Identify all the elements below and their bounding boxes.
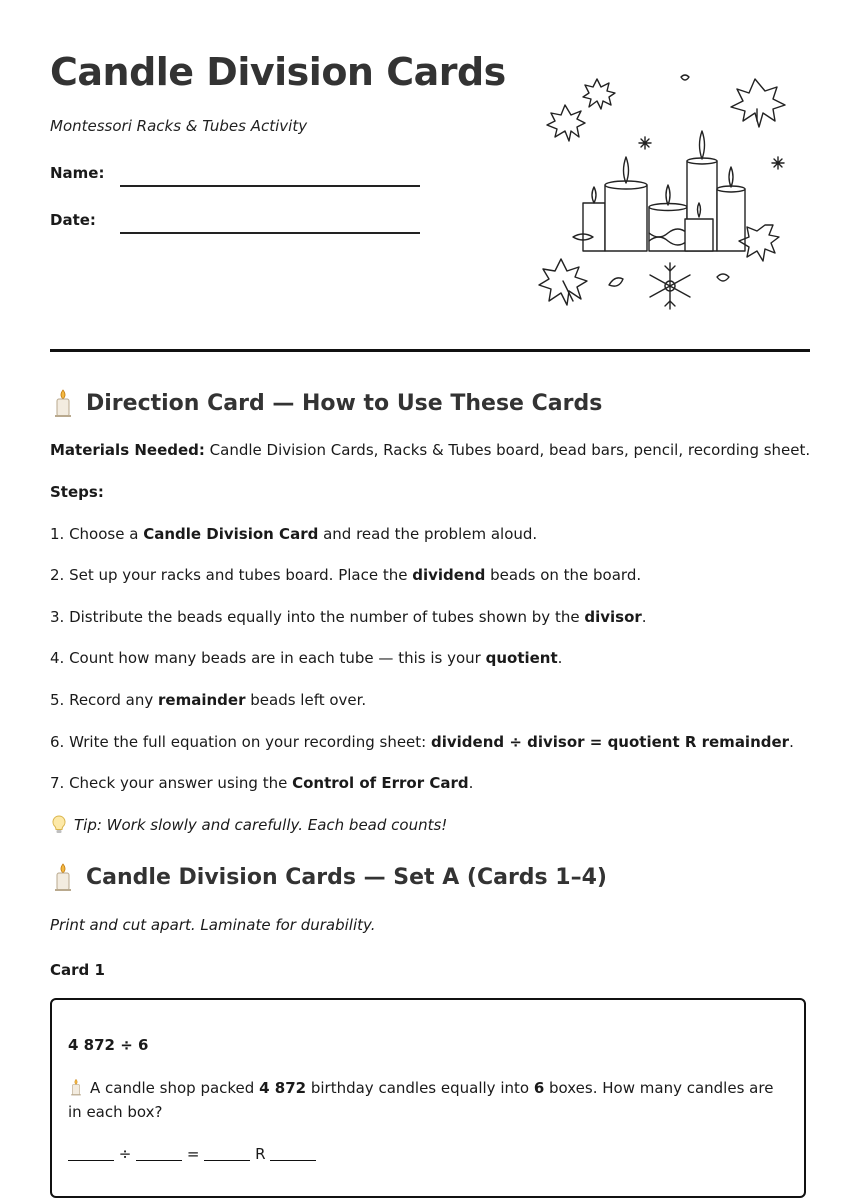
steps-label xyxy=(50,481,104,503)
lightbulb-icon xyxy=(50,815,68,835)
steps-label-text: Steps: xyxy=(50,483,104,501)
step-bold: dividend xyxy=(412,566,486,584)
card-equation: 4 872 ÷ 6 xyxy=(68,1036,149,1054)
materials-label: Materials Needed: xyxy=(50,441,205,459)
maple-leaf xyxy=(547,105,585,141)
step-item xyxy=(50,731,794,753)
problem-text: birthday candles equally into xyxy=(306,1079,534,1097)
tip-text: Tip: Work slowly and carefully. Each bead counts! xyxy=(74,816,448,834)
header-divider xyxy=(50,349,810,352)
candle-group xyxy=(583,131,745,251)
name-field[interactable] xyxy=(50,164,430,194)
page-title: Candle Division Cards xyxy=(50,50,506,94)
snowflake xyxy=(639,137,651,149)
step-text: . xyxy=(641,608,647,626)
date-label: Date: xyxy=(50,211,96,229)
card-label xyxy=(50,959,105,981)
step-text: and read the problem aloud. xyxy=(318,525,538,543)
step-text: beads left over. xyxy=(245,691,367,709)
step-text: 1. Choose a xyxy=(50,525,144,543)
step-bold: remainder xyxy=(158,691,246,709)
candle-icon xyxy=(50,862,76,892)
step-text: 5. Record any xyxy=(50,691,159,709)
step-item xyxy=(50,523,537,545)
problem-text: A candle shop packed xyxy=(90,1079,260,1097)
remainder-sign: R xyxy=(255,1145,266,1163)
problem-bold: 6 xyxy=(533,1079,545,1097)
step-item xyxy=(50,606,647,628)
step-item xyxy=(50,689,366,711)
step-text: 4. Count how many beads are in each tube — this is your xyxy=(50,649,486,667)
answer-blank[interactable] xyxy=(270,1146,316,1161)
step-bold: Candle Division Card xyxy=(143,525,319,543)
snowflake xyxy=(650,263,690,309)
step-bold: Control of Error Card xyxy=(292,774,469,792)
answer-blanks xyxy=(68,1145,316,1163)
page-subtitle: Montessori Racks & Tubes Activity xyxy=(50,117,308,135)
maple-leaf xyxy=(731,79,785,127)
answer-blank[interactable] xyxy=(204,1146,250,1161)
step-text: . xyxy=(789,733,794,751)
step-text: beads on the board. xyxy=(485,566,642,584)
step-text: . xyxy=(468,774,474,792)
materials-text: Candle Division Cards, Racks & Tubes board, bead bars, pencil, recording sheet. xyxy=(204,441,811,459)
step-bold: divisor xyxy=(584,608,642,626)
date-field[interactable] xyxy=(50,211,430,241)
answer-blank[interactable] xyxy=(68,1146,114,1161)
step-item xyxy=(50,772,473,794)
materials-line xyxy=(50,439,810,461)
division-card xyxy=(50,998,806,1198)
set-a-heading xyxy=(50,862,607,892)
set-a-instruction: Print and cut apart. Laminate for durability. xyxy=(50,916,376,934)
step-text: 6. Write the full equation on your recording sheet: xyxy=(50,733,431,751)
card-label-text: Card 1 xyxy=(50,961,105,979)
step-item xyxy=(50,564,641,586)
candles-illustration xyxy=(535,65,790,320)
tip-line xyxy=(50,814,447,836)
step-item xyxy=(50,647,562,669)
direction-heading xyxy=(50,388,602,418)
step-text: 7. Check your answer using the xyxy=(50,774,293,792)
date-line[interactable] xyxy=(120,232,420,234)
step-text: . xyxy=(557,649,563,667)
step-bold: quotient xyxy=(485,649,558,667)
answer-blank[interactable] xyxy=(136,1146,182,1161)
name-line[interactable] xyxy=(120,185,420,187)
step-text: 2. Set up your racks and tubes board. Place the xyxy=(50,566,413,584)
maple-leaf xyxy=(539,259,587,305)
card-problem xyxy=(68,1076,788,1124)
candle-icon xyxy=(50,388,76,418)
snowflake xyxy=(772,157,784,169)
maple-leaf xyxy=(583,79,615,109)
name-label: Name: xyxy=(50,164,105,182)
step-text: 3. Distribute the beads equally into the number of tubes shown by the xyxy=(50,608,585,626)
set-a-heading-text: Candle Division Cards — Set A (Cards 1–4) xyxy=(86,864,607,890)
candle-icon xyxy=(68,1078,84,1096)
equals-sign: = xyxy=(186,1145,200,1163)
step-bold: dividend ÷ divisor = quotient R remainder xyxy=(430,733,790,751)
divide-sign: ÷ xyxy=(118,1145,132,1163)
direction-heading-text: Direction Card — How to Use These Cards xyxy=(86,390,603,416)
problem-text: boxes. How many candles are in each box? xyxy=(68,1079,774,1121)
problem-bold: 4 872 xyxy=(259,1079,307,1097)
